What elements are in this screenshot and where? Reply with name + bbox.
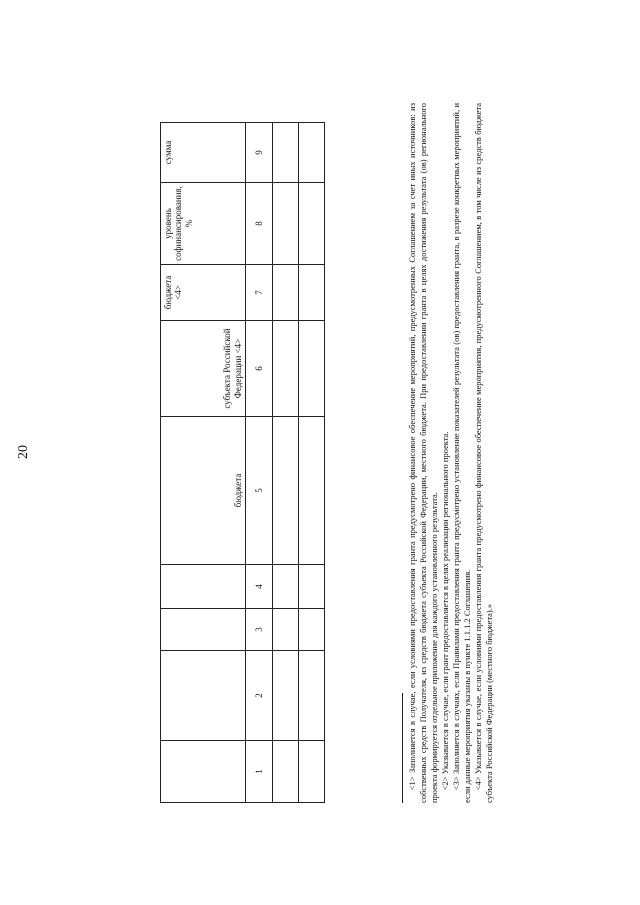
table-cell: [299, 264, 325, 320]
table-cell: [299, 608, 325, 650]
table-cell: [299, 564, 325, 608]
column-number: 5: [246, 416, 273, 564]
footnote: <3> Заполняется в случаях, если Правилами предоставления гранта предусмотрено установление показателей результата (ов) предоставления гранта, в разрезе конкретных мероприятий, и если данные мероприятия указаны в пункте 1.1.1.2 Соглашения.: [451, 102, 473, 803]
header-cell: [161, 650, 246, 740]
header-cell: [161, 564, 246, 608]
table-cell: [299, 416, 325, 564]
table-cell: [273, 320, 299, 416]
table-cell: [273, 122, 299, 182]
header-cell: бюджета: [161, 416, 246, 564]
rotated-landscape-sheet: [160, 102, 495, 803]
table-cell: [273, 182, 299, 264]
table-cell: [299, 320, 325, 416]
column-number: 4: [246, 564, 273, 608]
footnote: <1> Заполняется в случае, если условиями предоставления гранта предусмотрено финансовое обеспечение мероприятий, предусмотренных Соглашением за счет иных источников: из собственных средств Получателя, из средств бюджета субъекта Российской Федерации, местного бюджета. При предоставлении гранта в целях достижения результата (ов) регионального проекта формируется отдельное приложение для каждого установленного результата.: [407, 102, 440, 803]
table-cell: [273, 564, 299, 608]
column-number: 6: [246, 320, 273, 416]
footnote: <4> Указывается в случае, если условиями предоставления гранта предусмотрено финансовое обеспечение мероприятия, предусмотренного Соглашением, в том числе из средств бюджета субъекта Российской Федерации (местного бюджета).»: [473, 102, 495, 803]
page-number: 20: [16, 445, 31, 459]
column-number: 8: [246, 182, 273, 264]
header-cell: бюджета <4>: [161, 264, 246, 320]
grant-funding-table: [160, 122, 325, 803]
header-cell: уровень софинансирования, %: [161, 182, 246, 264]
footnote: <2> Указывается в случае, если грант предоставляется в целях реализации регионального проекта.: [440, 430, 451, 790]
table-header-row: [161, 122, 246, 802]
header-cell: [161, 740, 246, 802]
table-cell: [299, 182, 325, 264]
table-cell: [299, 122, 325, 182]
table-row: [273, 122, 299, 802]
column-number: 9: [246, 122, 273, 182]
table-row: [299, 122, 325, 802]
footnote-separator: [402, 693, 403, 803]
column-number: 2: [246, 650, 273, 740]
table-cell: [273, 740, 299, 802]
footnotes: [407, 103, 495, 803]
table-cell: [273, 416, 299, 564]
column-number: 7: [246, 264, 273, 320]
table-cell: [273, 264, 299, 320]
column-number: 3: [246, 608, 273, 650]
header-cell: [161, 608, 246, 650]
table-cell: [299, 650, 325, 740]
column-number-row: [246, 122, 273, 802]
table-cell: [299, 740, 325, 802]
table-cell: [273, 608, 299, 650]
table-cell: [273, 650, 299, 740]
column-number: 1: [246, 740, 273, 802]
header-cell: субъекта Российской Федерации <4>: [161, 320, 246, 416]
header-cell: сумма: [161, 122, 246, 182]
